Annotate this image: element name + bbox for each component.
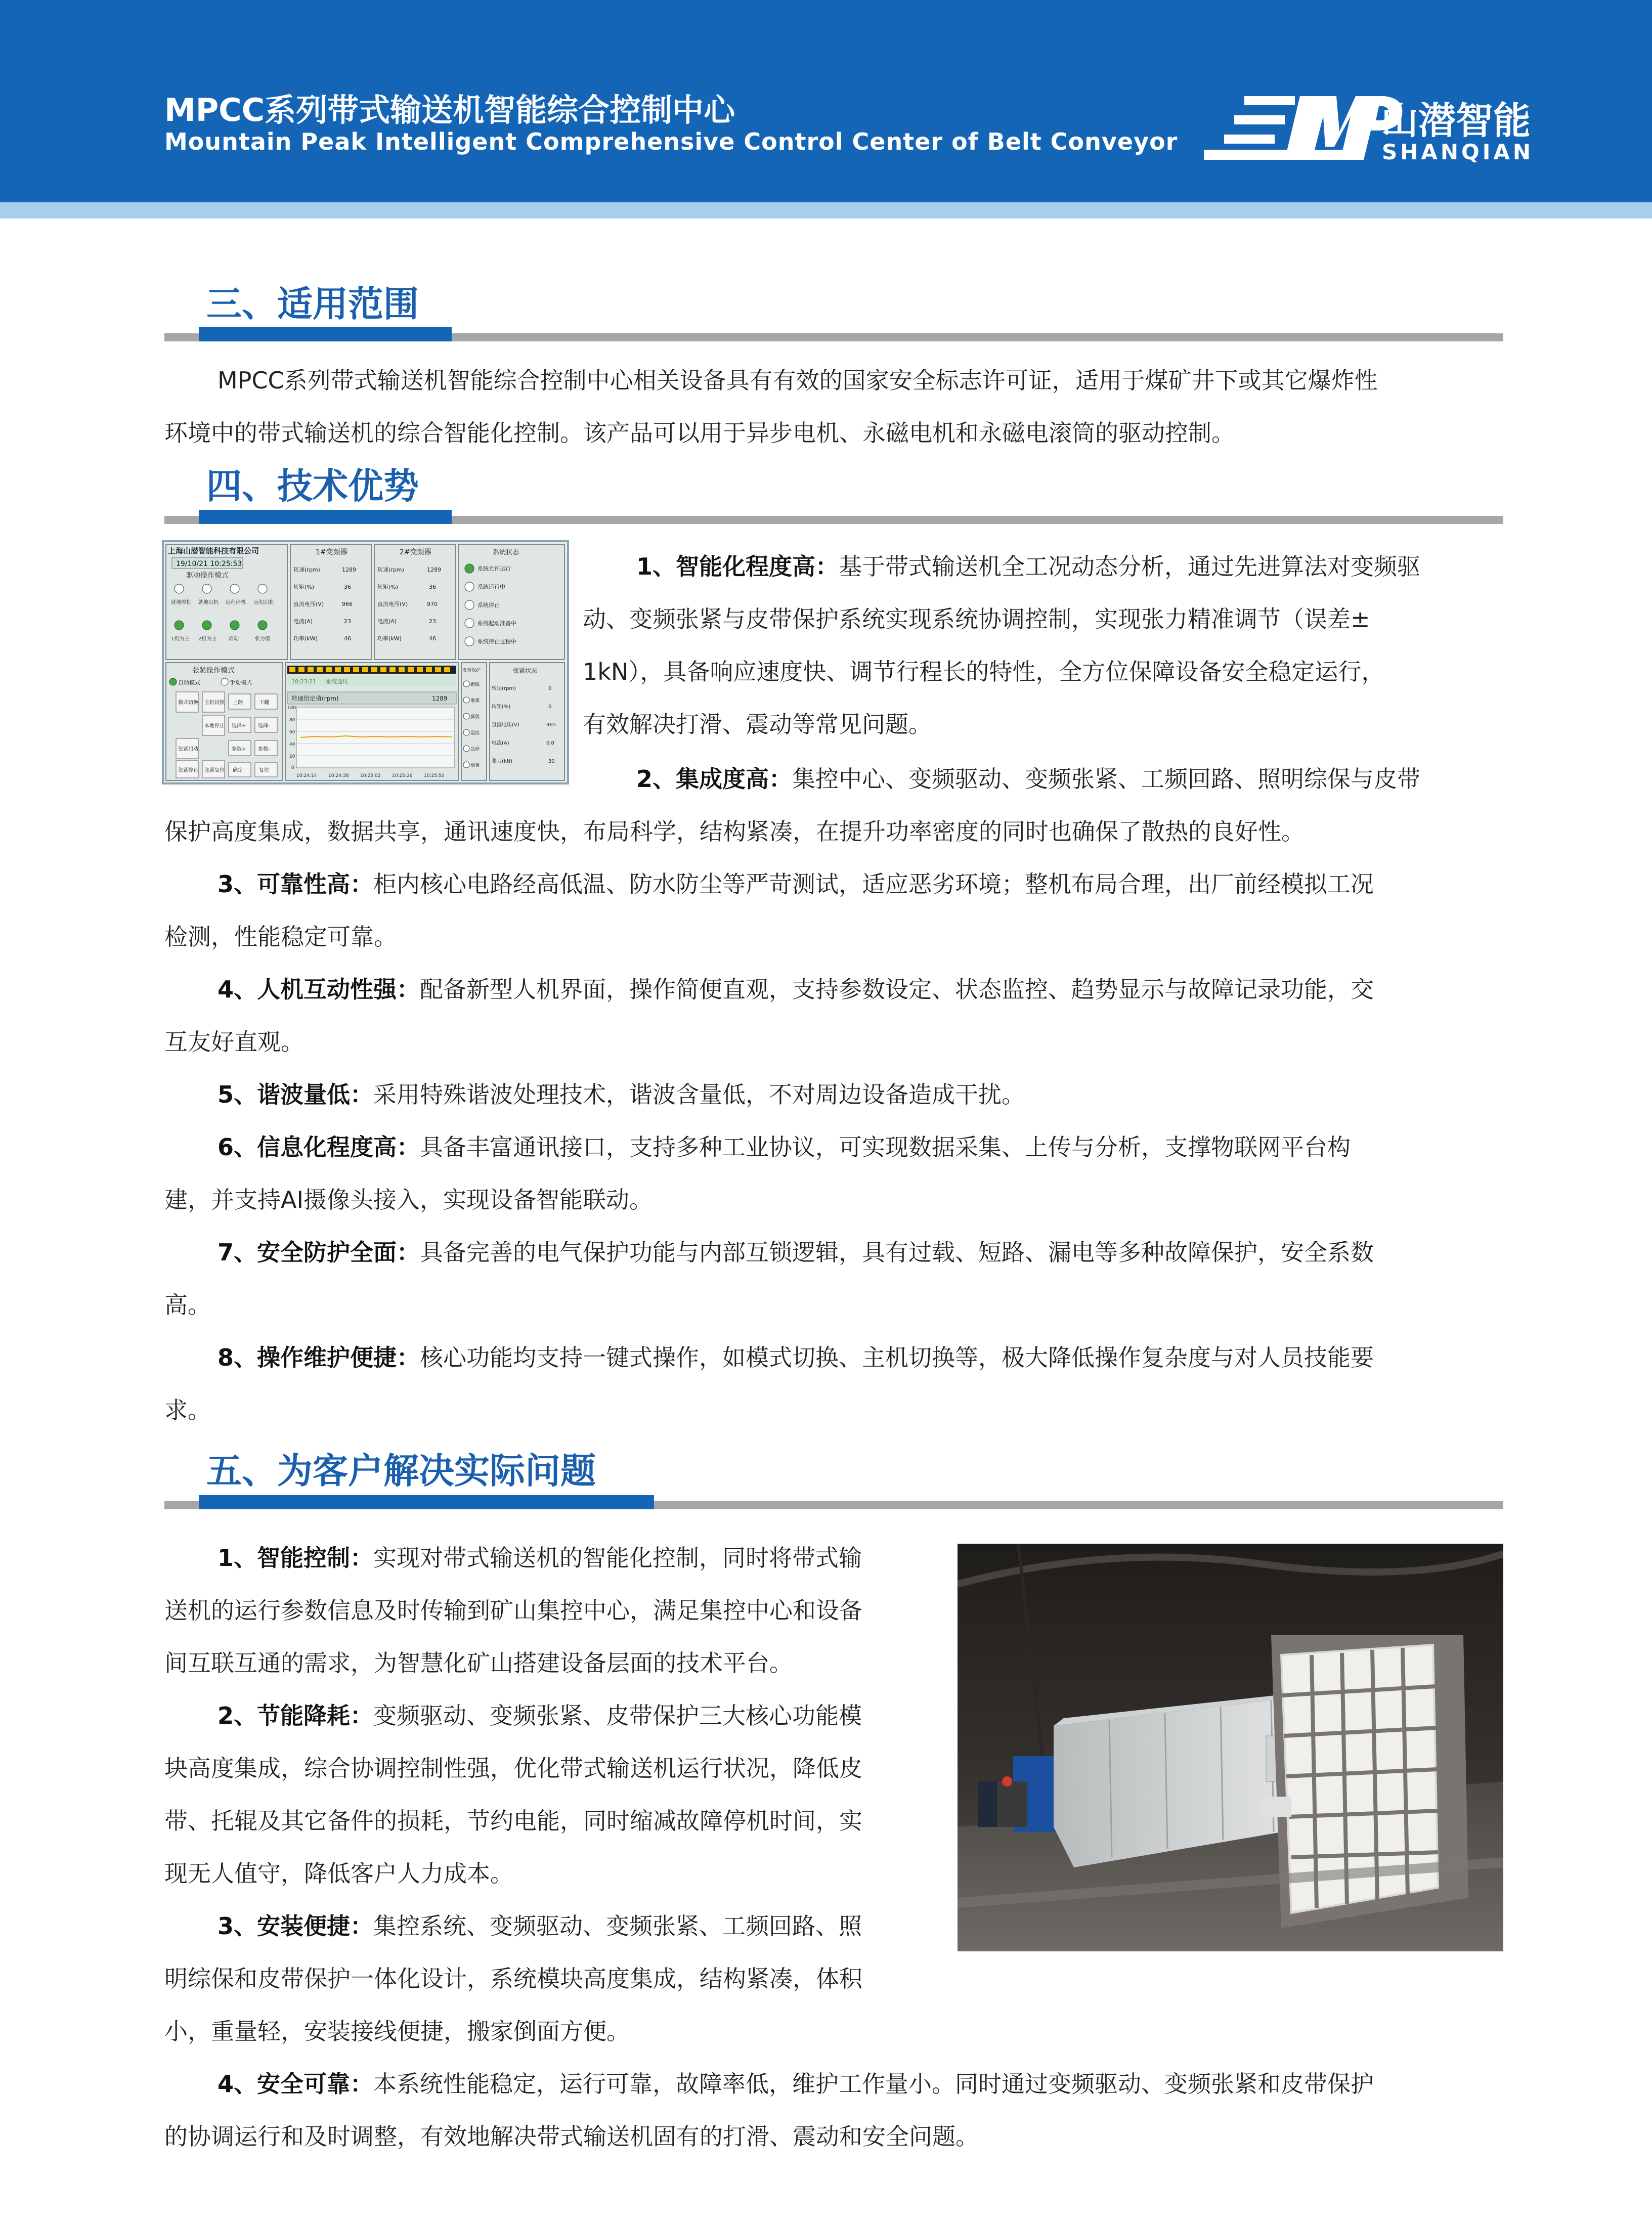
hmi-status-item: 系统停止 bbox=[477, 602, 500, 608]
hmi-param-value: 1289 bbox=[427, 566, 441, 573]
hmi-button: 张紧停止 bbox=[178, 768, 198, 773]
hmi-drive-mode-label: 驱动操作模式 bbox=[186, 572, 229, 580]
paragraph-line: 建，并支持AI摄像头接入，实现设备智能联动。 bbox=[164, 1186, 653, 1213]
hmi-fault-item: 烟雾 bbox=[470, 763, 480, 768]
header-stripe bbox=[0, 202, 1652, 219]
advantage-item: 7、安全防护全面：具备完善的电气保护功能与内部互锁逻辑，具有过载、短路、漏电等多种故障保护，安全系数 bbox=[218, 1239, 1374, 1266]
hmi-param-value: 0 bbox=[548, 704, 552, 710]
hmi-param-value: 966 bbox=[342, 601, 353, 607]
hmi-lamp-label: 就地停机 bbox=[171, 600, 191, 605]
solution-item: 3、安装便捷：集控系统、变频驱动、变频张紧、工频回路、照 bbox=[218, 1912, 862, 1940]
hmi-button: 模式切换 bbox=[178, 700, 198, 706]
paragraph-line: 块高度集成，综合协调控制性强，优化带式输送机运行状况，降低皮 bbox=[164, 1755, 862, 1782]
hmi-param-label: 直流电压(V) bbox=[492, 722, 519, 728]
paragraph-line: 明综保和皮带保护一体化设计，系统模块高度集成，结构紧凑，体积 bbox=[164, 1965, 862, 1992]
hmi-status-item: 系统停止过程中 bbox=[477, 638, 516, 645]
section-heading-solutions: 五、为客户解决实际问题 bbox=[206, 1450, 596, 1492]
section-heading-advantages: 四、技术优势 bbox=[206, 465, 419, 507]
hmi-button: 复位 bbox=[259, 768, 269, 773]
hmi-lamp-label: 远程停机 bbox=[226, 600, 246, 605]
hmi-param-label: 张力(kN) bbox=[492, 759, 513, 764]
paragraph-line: 的协调运行和及时调整，有效地解决带式输送机固有的打滑、震动和安全问题。 bbox=[164, 2123, 979, 2150]
hmi-trend-ytick: 40 bbox=[289, 742, 295, 747]
hmi-banner-time: 10:23:21 bbox=[291, 678, 317, 685]
hmi-lamp-label: 就地启机 bbox=[198, 600, 219, 605]
hmi-param-label: 直流电压(V) bbox=[293, 601, 324, 607]
hmi-param-value: 46 bbox=[429, 635, 436, 642]
hmi-lamp-label: 启动 bbox=[229, 636, 239, 642]
paragraph-line: 间互联互通的需求，为智慧化矿山搭建设备层面的技术平台。 bbox=[164, 1649, 793, 1677]
advantage-item: 8、操作维护便捷：核心功能均支持一键式操作，如模式切换、主机切换等，极大降低操作复杂度与对人员技能要 bbox=[218, 1344, 1374, 1371]
hmi-param-value: 23 bbox=[344, 618, 351, 625]
hmi-lamp-label: 1机为主 bbox=[171, 636, 190, 642]
hmi-button: 确定 bbox=[233, 768, 243, 773]
section-divider bbox=[164, 516, 1503, 524]
hmi-trend-xtick: 10:25:02 bbox=[360, 773, 381, 778]
hmi-inverter2-title: 2#变频器 bbox=[400, 548, 431, 556]
hmi-button: 本地停止 bbox=[204, 723, 225, 729]
hmi-button: 参数+ bbox=[232, 747, 246, 752]
hmi-fault-item: 急停 bbox=[470, 747, 480, 752]
advantage-item: 1、智能化程度高：基于带式输送机全工况动态分析，通过先进算法对变频驱 bbox=[636, 553, 1421, 580]
hmi-param-value: 30 bbox=[548, 759, 555, 764]
hmi-belt-indicator bbox=[287, 666, 456, 674]
hmi-param-value: 36 bbox=[429, 584, 436, 590]
hmi-button: 下翻 bbox=[259, 700, 269, 706]
hmi-param-value: 970 bbox=[427, 601, 438, 607]
hmi-auto-mode: 自动模式 bbox=[178, 679, 200, 686]
hmi-trend-xtick: 10:25:26 bbox=[392, 773, 413, 778]
hmi-param-label: 直流电压(V) bbox=[377, 601, 408, 607]
hmi-tension-mode-title: 张紧操作模式 bbox=[192, 667, 235, 675]
hmi-param-label: 转矩(%) bbox=[293, 584, 315, 590]
hmi-trend-ytick: 80 bbox=[289, 718, 295, 723]
hmi-datetime: 19/10/21 10:25:53 bbox=[176, 560, 242, 568]
hmi-manual-mode: 手动模式 bbox=[230, 679, 252, 686]
hmi-screenshot bbox=[162, 540, 569, 784]
hmi-param-value: 23 bbox=[429, 618, 436, 625]
advantage-item: 2、集成度高：集控中心、变频驱动、变频张紧、工频回路、照明综保与皮带 bbox=[636, 765, 1421, 793]
hmi-lamp-label: 远程启机 bbox=[254, 600, 274, 605]
page-title: MPCC系列带式输送机智能综合控制中心 bbox=[164, 92, 735, 128]
hmi-status-item: 系统运行中 bbox=[477, 584, 505, 590]
hmi-company: 上海山潜智能科技有限公司 bbox=[168, 546, 259, 555]
paragraph-line: 送机的运行参数信息及时传输到矿山集控中心，满足集控中心和设备 bbox=[164, 1597, 862, 1624]
hmi-param-label: 电流(A) bbox=[377, 618, 397, 625]
paragraph-line: 环境中的带式输送机的综合智能化控制。该产品可以用于异步电机、永磁电机和永磁电滚筒的驱动控制。 bbox=[164, 419, 1235, 447]
hmi-fault-item: 堆煤 bbox=[470, 699, 480, 704]
hmi-fault-item: 温度 bbox=[470, 731, 480, 736]
logo-text-cn: 山潜智能 bbox=[1381, 99, 1531, 143]
paragraph-line: 高。 bbox=[164, 1291, 211, 1319]
paragraph-line: 求。 bbox=[164, 1397, 211, 1424]
paragraph-line: 1kN），具备响应速度快、调节行程长的特性，全方位保障设备安全稳定运行， bbox=[583, 658, 1385, 685]
hmi-param-value: 0.0 bbox=[546, 740, 554, 746]
hmi-button: 选择+ bbox=[232, 723, 246, 729]
hmi-trend-xtick: 10:24:38 bbox=[328, 773, 349, 778]
hmi-trend-title: 转速给定值(rpm) bbox=[291, 695, 339, 702]
hmi-fault-item: 撕裂 bbox=[470, 715, 480, 720]
advantage-item: 5、谐波量低：采用特殊谐波处理技术，谐波含量低，不对周边设备造成干扰。 bbox=[218, 1081, 1025, 1108]
section-divider bbox=[164, 333, 1503, 341]
hmi-param-value: 965 bbox=[546, 722, 556, 728]
advantage-item: 3、可靠性高：柜内核心电路经高低温、防水防尘等严苛测试，适应恶劣环境；整机布局合理，出厂前经模拟工况 bbox=[218, 870, 1374, 898]
paragraph-line: 保护高度集成，数据共享，通讯速度快，布局科学，结构紧凑，在提升功率密度的同时也确保了散热的良好性。 bbox=[164, 818, 1305, 845]
paragraph-line: MPCC系列带式输送机智能综合控制中心相关设备具有有效的国家安全标志许可证，适用于煤矿井下或其它爆炸性 bbox=[218, 367, 1378, 394]
hmi-trend-ytick: 20 bbox=[289, 754, 295, 759]
hmi-param-label: 转矩(%) bbox=[377, 584, 399, 590]
page-subtitle: Mountain Peak Intelligent Comprehensive Control Center of Belt Conveyor bbox=[164, 128, 1178, 155]
hmi-tension-status-title: 张紧状态 bbox=[513, 667, 538, 674]
hmi-inverter1-title: 1#变频器 bbox=[316, 548, 347, 556]
hmi-param-label: 电流(A) bbox=[293, 618, 313, 625]
logo-text-en: SHANQIAN bbox=[1382, 140, 1534, 164]
hmi-trend-xtick: 10:25:50 bbox=[424, 773, 445, 778]
hmi-button: 张紧启动 bbox=[178, 747, 198, 752]
hmi-lamp-label: 张力值 bbox=[255, 636, 270, 642]
hmi-trend-ytick: 60 bbox=[289, 730, 295, 735]
hmi-param-label: 功率(kW) bbox=[377, 635, 402, 642]
hmi-param-label: 转速(rpm) bbox=[377, 566, 404, 573]
hmi-param-label: 功率(kW) bbox=[293, 635, 318, 642]
paragraph-line: 检测，性能稳定可靠。 bbox=[164, 923, 397, 950]
paragraph-line: 动、变频张紧与皮带保护系统实现系统协调控制，实现张力精准调节（误差± bbox=[583, 605, 1370, 633]
solution-item: 1、智能控制：实现对带式输送机的智能化控制，同时将带式输 bbox=[218, 1544, 862, 1572]
hmi-param-label: 转速(rpm) bbox=[492, 686, 516, 691]
hmi-button: 参数- bbox=[258, 747, 270, 752]
advantage-item: 4、人机互动性强：配备新型人机界面，操作简便直观，支持参数设定、状态监控、趋势显示与故障记录功能，交 bbox=[218, 976, 1374, 1003]
hmi-trend-ytick: 100 bbox=[287, 706, 296, 711]
hmi-banner: 系统通讯 bbox=[326, 678, 348, 685]
paragraph-line: 互友好直观。 bbox=[164, 1028, 304, 1056]
mine-equipment-photo bbox=[958, 1544, 1503, 1951]
hmi-param-value: 36 bbox=[344, 584, 351, 590]
hmi-status-item: 系统起动准备中 bbox=[477, 620, 516, 627]
hmi-param-label: 电流(A) bbox=[492, 740, 509, 746]
paragraph-line: 有效解决打滑、震动等常见问题。 bbox=[583, 711, 932, 738]
section-heading-scope: 三、适用范围 bbox=[206, 283, 419, 325]
paragraph-line: 带、托辊及其它备件的损耗，节约电能，同时缩减故障停机时间，实 bbox=[164, 1807, 862, 1835]
hmi-trend-ytick: 0 bbox=[291, 765, 294, 770]
advantage-item: 6、信息化程度高：具备丰富通讯接口，支持多种工业协议，可实现数据采集、上传与分析，支撑物联网平台构 bbox=[218, 1133, 1351, 1161]
hmi-button: 张紧复位 bbox=[204, 768, 225, 773]
hmi-param-value: 46 bbox=[344, 635, 351, 642]
solution-item: 2、节能降耗：变频驱动、变频张紧、皮带保护三大核心功能模 bbox=[218, 1702, 862, 1729]
hmi-param-label: 转矩(%) bbox=[492, 704, 511, 710]
solution-item: 4、安全可靠：本系统性能稳定，运行可靠，故障率低，维护工作量小。同时通过变频驱动、变频张紧和皮带保护 bbox=[218, 2070, 1374, 2098]
paragraph-line: 小，重量轻，安装接线便捷，搬家倒面方便。 bbox=[164, 2018, 630, 2045]
hmi-param-value: 0 bbox=[548, 686, 552, 691]
section-divider bbox=[164, 1501, 1503, 1509]
hmi-button: 上翻 bbox=[233, 700, 243, 706]
hmi-status-item: 系统允许运行 bbox=[477, 565, 511, 572]
hmi-trend-xtick: 10:24:14 bbox=[296, 773, 317, 778]
hmi-system-status-title: 系统状态 bbox=[493, 549, 519, 556]
hmi-button: 主机切换 bbox=[204, 700, 225, 706]
hmi-button: 选择- bbox=[258, 723, 270, 729]
hmi-param-label: 转速(rpm) bbox=[293, 566, 320, 573]
hmi-fault-title: 皮带保护 bbox=[462, 668, 481, 673]
paragraph-line: 现无人值守，降低客户人力成本。 bbox=[164, 1860, 513, 1887]
hmi-trend-value: 1289 bbox=[432, 695, 448, 702]
hmi-fault-item: 跑偏 bbox=[470, 682, 480, 687]
hmi-param-value: 1289 bbox=[342, 566, 356, 573]
hmi-lamp-label: 2机为主 bbox=[198, 636, 217, 642]
